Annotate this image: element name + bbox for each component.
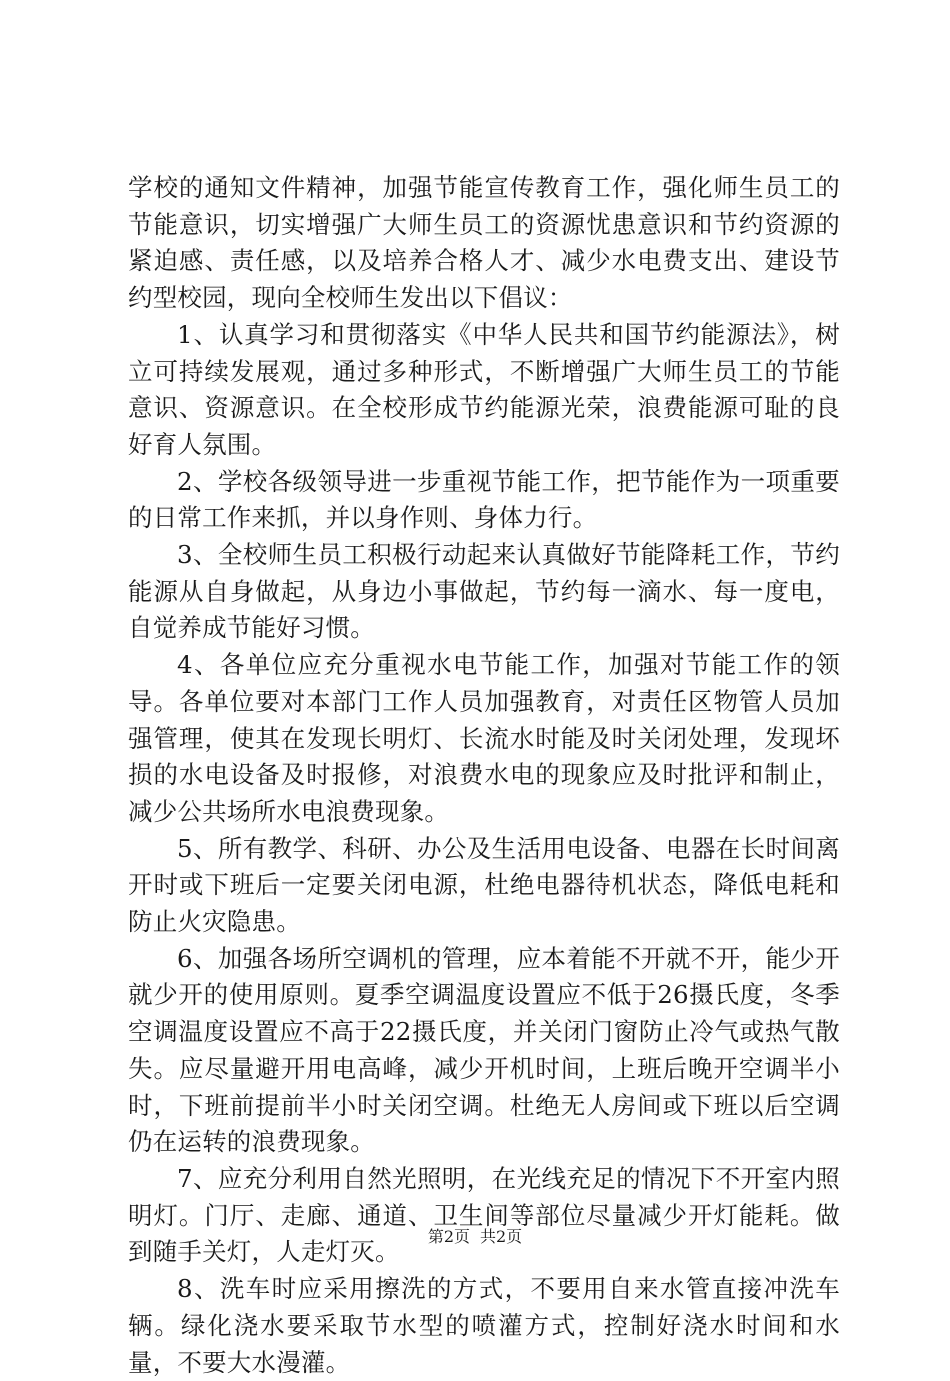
paragraph-item-5: 5、所有教学、科研、办公及生活用电设备、电器在长时间离开时或下班后一定要关闭电源，杜绝电器待机状态，降低电耗和防止火灾隐患。 <box>128 833 840 937</box>
paragraph-item-8: 8、洗车时应采用擦洗的方式，不要用自来水管直接冲洗车辆。绿化浇水要采取节水型的喷灌方式，控制好浇水时间和水量，不要大水漫灌。 <box>128 1274 840 1377</box>
page-total: 共2页 <box>480 1227 523 1246</box>
paragraph-intro: 学校的通知文件精神，加强节能宣传教育工作，强化师生员工的节能意识，切实增强广大师生员工的资源忧患意识和节约资源的紧迫感、责任感，以及培养合格人才、减少水电费支出、建设节约型校园，现向全校师生发出以下倡议： <box>128 173 840 313</box>
paragraph-item-1: 1、认真学习和贯彻落实《中华人民共和国节约能源法》，树立可持续发展观，通过多种形式，不断增强广大师生员工的节能意识、资源意识。在全校形成节约能源光荣，浪费能源可耻的良好育人氛围。 <box>128 319 840 459</box>
paragraph-item-2: 2、学校各级领导进一步重视节能工作，把节能作为一项重要的日常工作来抓，并以身作则、身体力行。 <box>128 466 840 533</box>
paragraph-item-3: 3、全校师生员工积极行动起来认真做好节能降耗工作，节约能源从自身做起，从身边小事做起，节约每一滴水、每一度电，自觉养成节能好习惯。 <box>128 540 840 643</box>
paragraph-item-4: 4、各单位应充分重视水电节能工作，加强对节能工作的领导。各单位要对本部门工作人员加强教育，对责任区物管人员加强管理，使其在发现长明灯、长流水时能及时关闭处理，发现坏损的水电设备及时报修，对浪费水电的现象应及时批评和制止，减少公共场所水电浪费现象。 <box>128 650 840 826</box>
document-body <box>128 170 840 1381</box>
page-footer <box>0 1226 950 1248</box>
page-number: 第2页 <box>427 1227 470 1246</box>
paragraph-item-6: 6、加强各场所空调机的管理，应本着能不开就不开，能少开就少开的使用原则。夏季空调温度设置应不低于26摄氏度，冬季空调温度设置应不高于22摄氏度，并关闭门窗防止冷气或热气散失。应尽量避开用电高峰，减少开机时间，上班后晚开空调半小时，下班前提前半小时关闭空调。杜绝无人房间或下班以后空调仍在运转的浪费现象。 <box>128 943 840 1157</box>
paragraph-item-7: 7、应充分利用自然光照明，在光线充足的情况下不开室内照明灯。门厅、走廊、通道、卫生间等部位尽量减少开灯能耗。做到随手关灯，人走灯灭。 <box>128 1163 840 1267</box>
